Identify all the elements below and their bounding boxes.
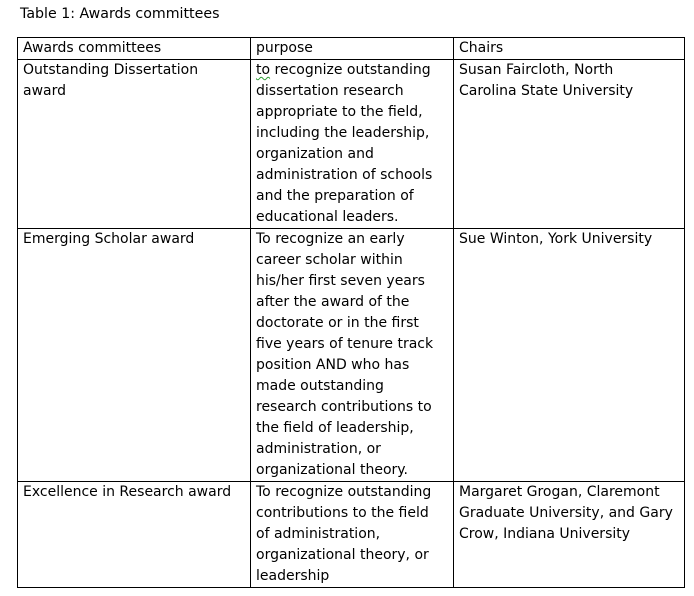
table-row [18, 60, 685, 229]
header-chairs: Chairs [454, 38, 685, 60]
committee-cell: Emerging Scholar award [18, 229, 251, 482]
purpose-cell: To recognize outstanding contributions to the field of administration, organizational theory, or leadership [251, 482, 454, 588]
purpose-text: recognize outstanding dissertation research appropriate to the field, including the leadership, organization and administration of schools and the preparation of educational leaders. [256, 62, 433, 225]
spelling-flagged-word: to [256, 62, 271, 78]
awards-table [17, 37, 685, 588]
table-row [18, 482, 685, 588]
table-header-row [18, 38, 685, 60]
chairs-cell: Susan Faircloth, North Carolina State University [454, 60, 685, 229]
chairs-cell: Margaret Grogan, Claremont Graduate University, and Gary Crow, Indiana University [454, 482, 685, 588]
purpose-cell [251, 60, 454, 229]
committee-cell: Outstanding Dissertation award [18, 60, 251, 229]
chairs-cell: Sue Winton, York University [454, 229, 685, 482]
header-purpose: purpose [251, 38, 454, 60]
table-caption: Table 1: Awards committees [20, 6, 220, 22]
purpose-cell: To recognize an early career scholar within his/her first seven years after the award of the doctorate or in the first five years of tenure track position AND who has made outstanding research contributions to the field of leadership, administration, or organizational theory. [251, 229, 454, 482]
committee-cell: Excellence in Research award [18, 482, 251, 588]
table-row [18, 229, 685, 482]
header-awards-committees: Awards committees [18, 38, 251, 60]
